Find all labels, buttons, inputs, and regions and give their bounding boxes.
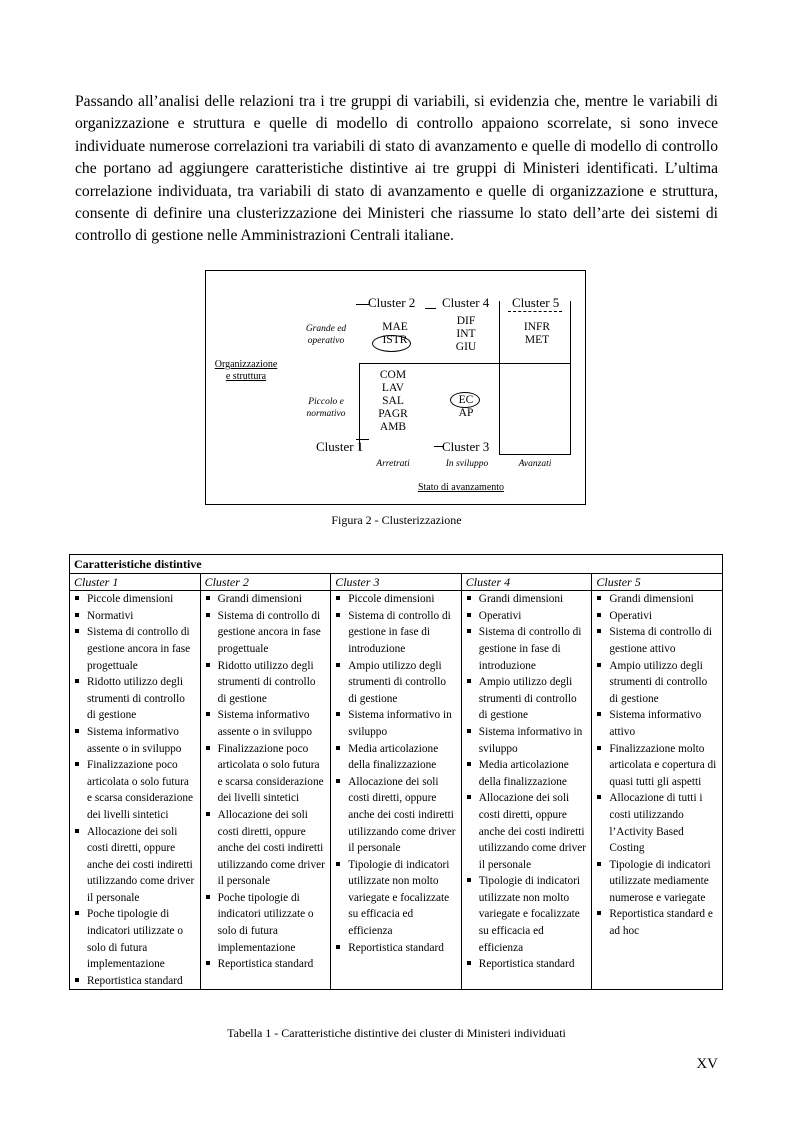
- list-item: Ridotto utilizzo degli strumenti di controllo di gestione: [74, 674, 196, 724]
- list-item: Media articolazione della finalizzazione: [335, 741, 457, 774]
- cluster-1-label: Cluster 1: [316, 439, 364, 454]
- list-item: Poche tipologie di indicatori utilizzate o solo di futura implementazione: [74, 906, 196, 972]
- list-item: Operativi: [596, 608, 718, 625]
- list-item: Poche tipologie di indicatori utilizzate o solo di futura implementazione: [205, 890, 327, 956]
- table-column-cluster-5: [592, 591, 723, 990]
- list-item: Ampio utilizzo degli strumenti di controllo di gestione: [596, 658, 718, 708]
- cluster-2-4-link: [425, 308, 436, 309]
- cell-item: ISTR: [382, 334, 408, 346]
- col-label-avanzati: Avanzati: [518, 459, 552, 469]
- cell-item: MAE: [382, 321, 408, 333]
- list-item: Reportistica standard e ad hoc: [596, 906, 718, 939]
- list-item: Reportistica standard: [74, 973, 196, 990]
- list-item: Media articolazione della finalizzazione: [466, 757, 588, 790]
- cluster-2-label: Cluster 2: [368, 295, 416, 310]
- list-item: Sistema di controllo di gestione ancora in fase progettuale: [205, 608, 327, 658]
- axis-x-label: Stato di avanzamento: [417, 482, 505, 493]
- table-column-cluster-3: [331, 591, 462, 990]
- table-header-cluster-1: Cluster 1: [70, 573, 201, 591]
- body-paragraph: Passando all’analisi delle relazioni tra i tre gruppi di variabili, si evidenzia che, mentre le variabili di organizzazione e struttura e quelle di modello di controllo appaiono scorrelate, si sono invece individuate numerose correlazioni tra variabili di stato di avanzamento e quelle di modello di controllo che portano ad aggiungere caratteristiche distintive ai tre gruppi di Ministeri identificati. L’ultima correlazione individuata, tra variabili di stato di avanzamento e quelle di organizzazione e struttura, consente di definire una clusterizzazione dei Ministeri che riassume lo stato dell’arte dei sistemi di controllo di gestione nelle Amministrazioni Centrali italiane.: [75, 93, 718, 245]
- grid-line-bottom: [499, 454, 571, 455]
- list-item: Sistema informativo attivo: [596, 707, 718, 740]
- list-item: Allocazione dei soli costi diretti, oppure anche dei costi indiretti utilizzando come driver il personale: [466, 790, 588, 873]
- col-label-arretrati: Arretrati: [376, 459, 410, 469]
- cell-item: LAV: [381, 382, 405, 394]
- table-header-cluster-2: Cluster 2: [200, 573, 331, 591]
- cell-item: MET: [524, 334, 550, 346]
- axis-y-label: Organizzazione e struttura: [214, 359, 278, 382]
- list-item: Ampio utilizzo degli strumenti di controllo di gestione: [335, 658, 457, 708]
- row-label-top: Grande ed operativo: [305, 324, 347, 346]
- list-item: Finalizzazione poco articolata o solo futura e scarsa considerazione dei livelli sintetici: [205, 741, 327, 807]
- istr-circle: [372, 335, 411, 352]
- list-item: Grandi dimensioni: [205, 591, 327, 608]
- cell-item: DIF: [456, 315, 476, 327]
- row-label-bottom: Piccolo e normativo: [306, 397, 346, 419]
- cell-item: PAGR: [378, 408, 408, 420]
- cell-item: GIU: [455, 341, 477, 353]
- list-item: Finalizzazione molto articolata e copertura di quasi tutti gli aspetti: [596, 741, 718, 791]
- list-item: Tipologie di indicatori utilizzate non molto variegate e focalizzate su efficacia ed efficienza: [335, 857, 457, 940]
- list-item: Sistema di controllo di gestione in fase di introduzione: [466, 624, 588, 674]
- cell-bottom-left: [366, 369, 420, 434]
- list-item: Grandi dimensioni: [596, 591, 718, 608]
- list-item: Ridotto utilizzo degli strumenti di controllo di gestione: [205, 658, 327, 708]
- list-item: Reportistica standard: [335, 940, 457, 957]
- table-header-cluster-4: Cluster 4: [461, 573, 592, 591]
- list-item: Allocazione dei soli costi diretti, oppure anche dei costi indiretti utilizzando come driver il personale: [335, 774, 457, 857]
- grid-line-far-right: [570, 301, 571, 454]
- list-item: Allocazione dei soli costi diretti, oppure anche dei costi indiretti utilizzando come driver il personale: [74, 824, 196, 907]
- figure-caption: Figura 2 - Clusterizzazione: [331, 513, 462, 527]
- characteristics-table: [69, 554, 723, 990]
- ec-circle: [450, 392, 480, 408]
- list-item: Operativi: [466, 608, 588, 625]
- cell-item: AMB: [379, 421, 407, 433]
- list-item: Sistema informativo assente o in sviluppo: [205, 707, 327, 740]
- cluster-figure: [205, 270, 586, 505]
- cell-item: EC: [458, 394, 474, 406]
- table-column-cluster-2: [200, 591, 331, 990]
- cell-top-mid: [442, 315, 490, 354]
- cluster-4-label: Cluster 4: [442, 295, 490, 310]
- list-item: Reportistica standard: [205, 956, 327, 973]
- cluster-5-dashed-border: [508, 311, 562, 313]
- table-header-cluster-5: Cluster 5: [592, 573, 723, 591]
- list-item: Piccole dimensioni: [74, 591, 196, 608]
- cell-top-right: [512, 321, 562, 347]
- list-item: Sistema di controllo di gestione attivo: [596, 624, 718, 657]
- table-column-cluster-1: [70, 591, 201, 990]
- cell-item: AP: [458, 407, 474, 419]
- list-item: Sistema informativo in sviluppo: [466, 724, 588, 757]
- list-item: Ampio utilizzo degli strumenti di controllo di gestione: [466, 674, 588, 724]
- cluster-5-label: Cluster 5: [512, 295, 560, 310]
- table-header-cluster-3: Cluster 3: [331, 573, 462, 591]
- table-column-cluster-4: [461, 591, 592, 990]
- cell-item: INT: [456, 328, 476, 340]
- grid-line-left: [359, 363, 360, 450]
- table-title: Caratteristiche distintive: [70, 555, 723, 574]
- list-item: Tipologie di indicatori utilizzate mediamente numerose e variegate: [596, 857, 718, 907]
- cluster-3-label: Cluster 3: [442, 439, 490, 454]
- list-item: Allocazione di tutti i costi utilizzando l’Activity Based Costing: [596, 790, 718, 856]
- list-item: Sistema informativo in sviluppo: [335, 707, 457, 740]
- list-item: Sistema informativo assente o in sviluppo: [74, 724, 196, 757]
- cell-item: INFR: [523, 321, 551, 333]
- list-item: Reportistica standard: [466, 956, 588, 973]
- grid-line-horizontal: [359, 363, 570, 364]
- list-item: Tipologie di indicatori utilizzate non molto variegate e focalizzate su efficacia ed efficienza: [466, 873, 588, 956]
- col-label-in-sviluppo: In sviluppo: [445, 459, 489, 469]
- list-item: Allocazione dei soli costi diretti, oppure anche dei costi indiretti utilizzando come driver il personale: [205, 807, 327, 890]
- table-caption: Tabella 1 - Caratteristiche distintive dei cluster di Ministeri individuati: [227, 1026, 566, 1040]
- list-item: Normativi: [74, 608, 196, 625]
- list-item: Sistema di controllo di gestione ancora in fase progettuale: [74, 624, 196, 674]
- cell-item: COM: [379, 369, 407, 381]
- page-number: XV: [696, 1056, 718, 1072]
- list-item: Grandi dimensioni: [466, 591, 588, 608]
- grid-line-right: [499, 301, 500, 454]
- list-item: Finalizzazione poco articolata o solo futura e scarsa considerazione dei livelli sintetici: [74, 757, 196, 823]
- list-item: Piccole dimensioni: [335, 591, 457, 608]
- cell-item: SAL: [382, 395, 404, 407]
- list-item: Sistema di controllo di gestione in fase di introduzione: [335, 608, 457, 658]
